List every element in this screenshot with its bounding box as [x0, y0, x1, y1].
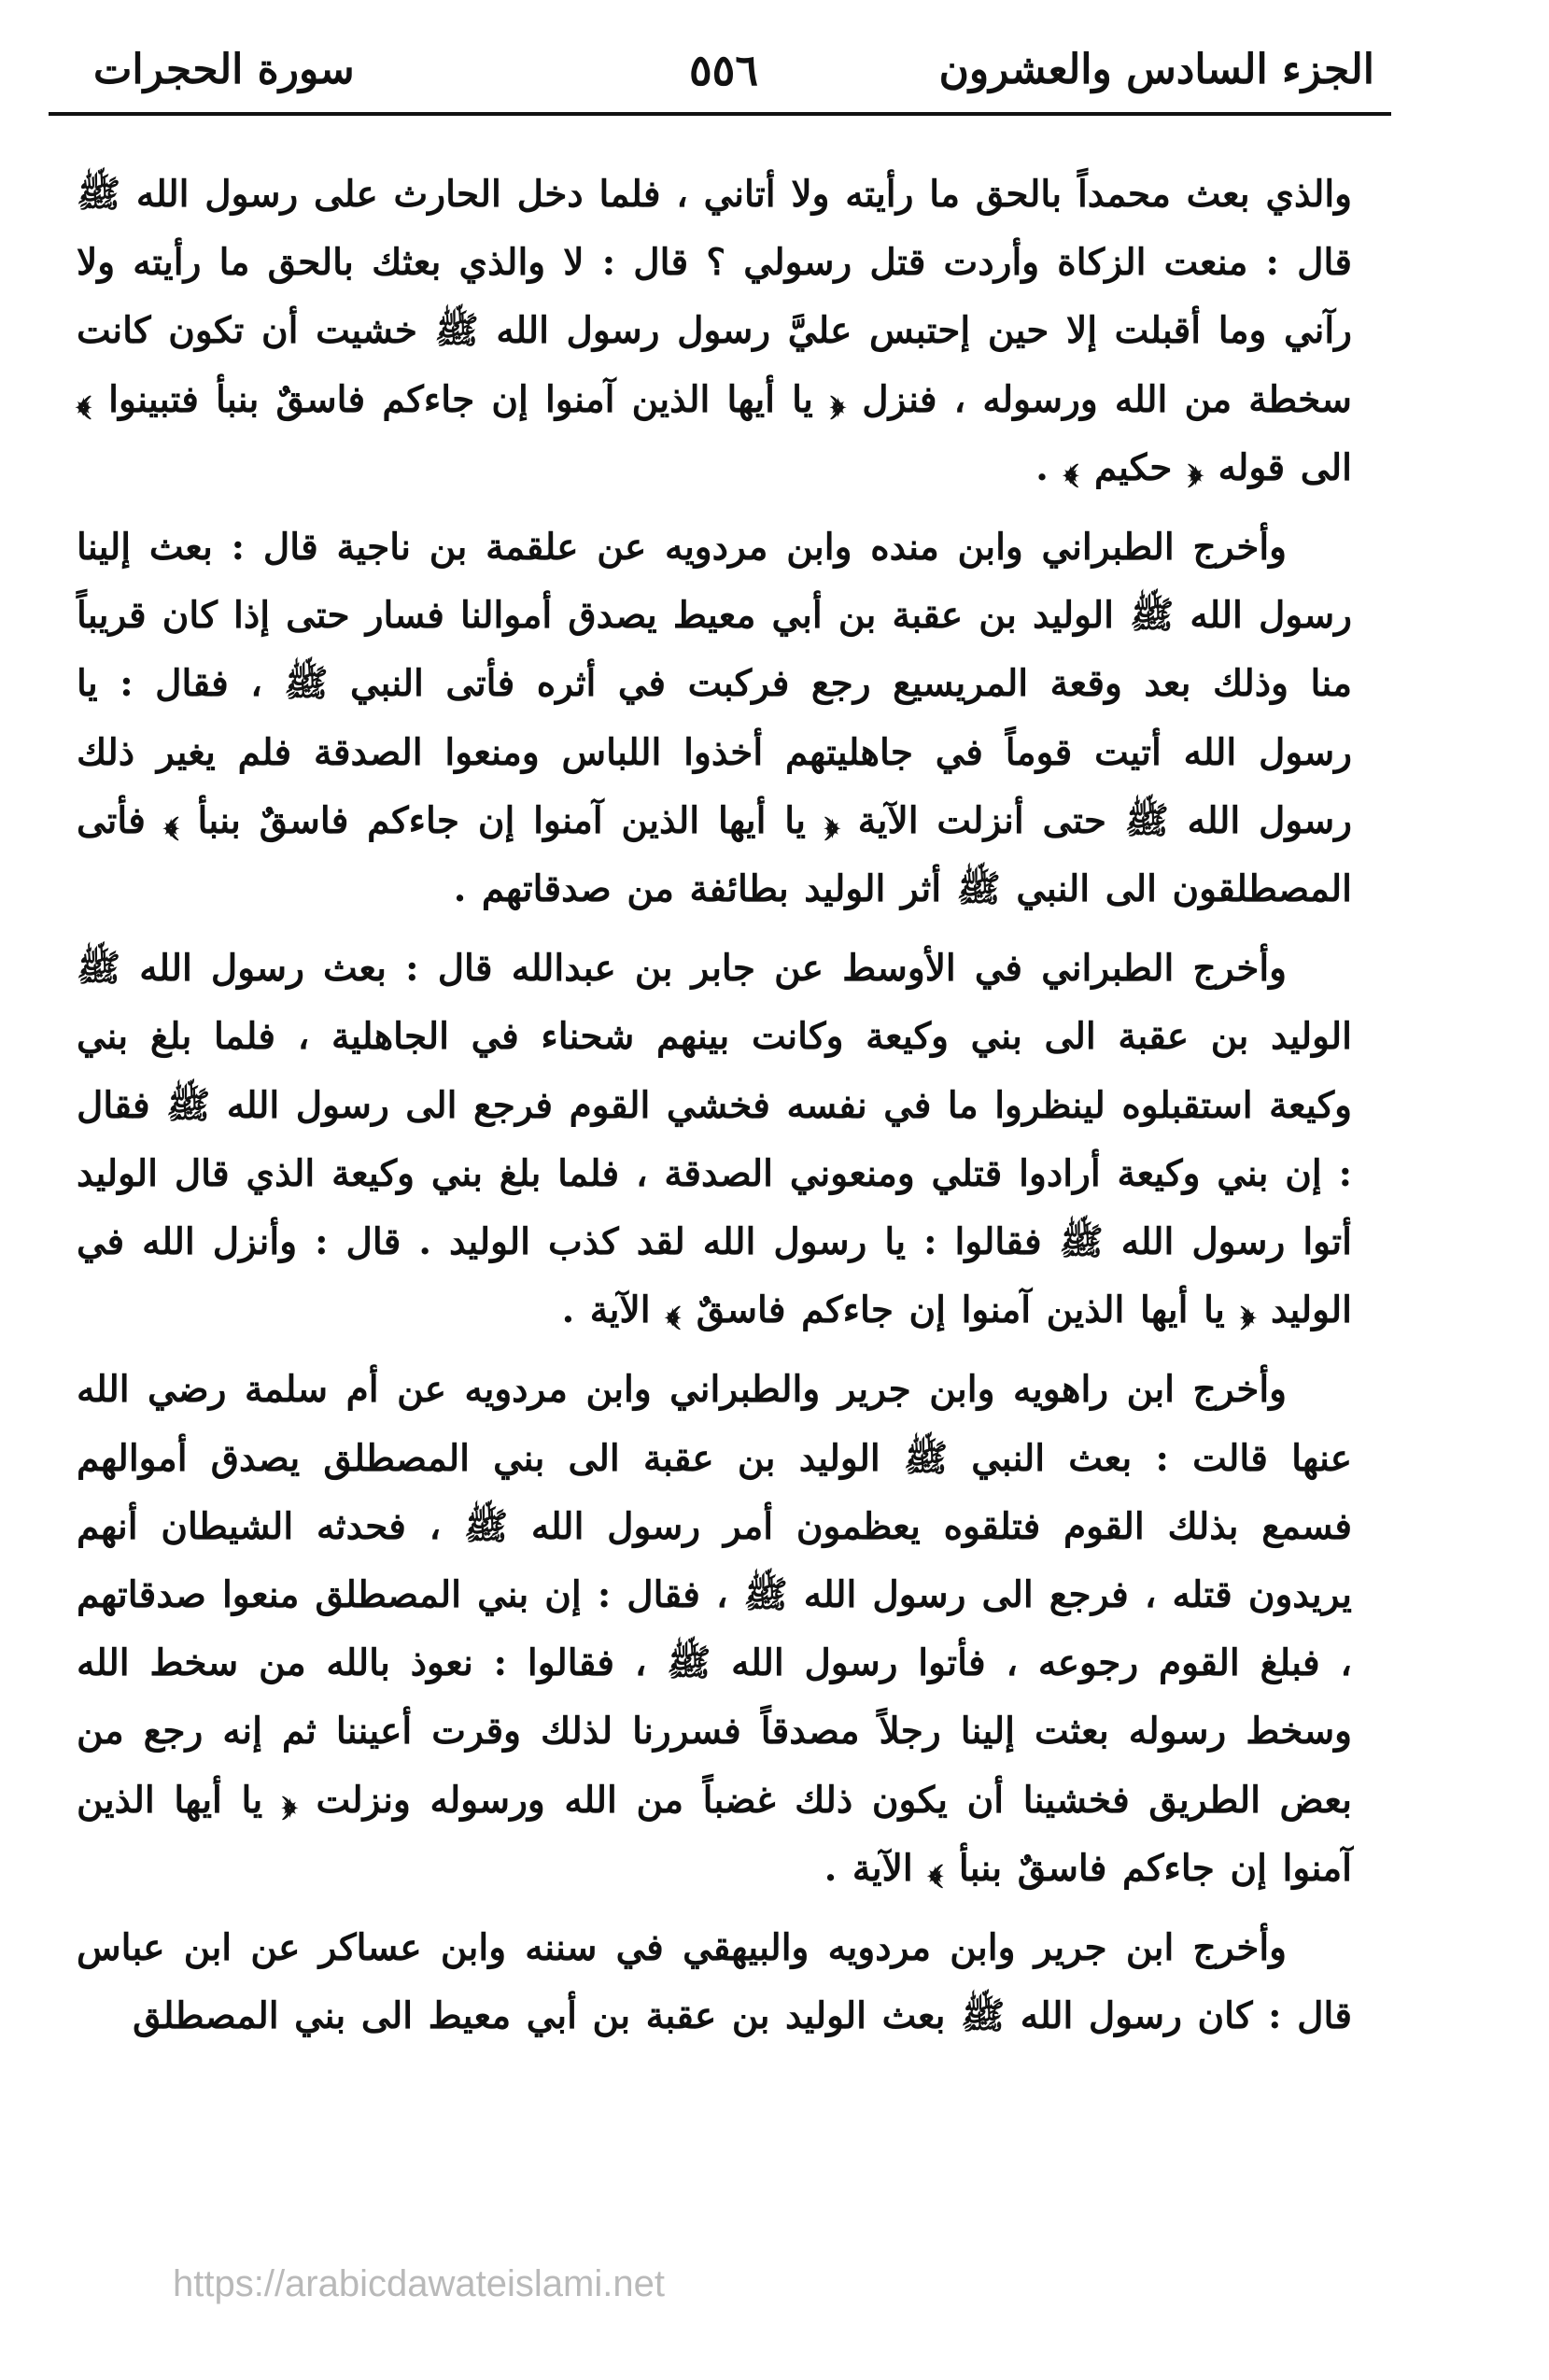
header-rule — [49, 112, 1391, 116]
paragraph: والذي بعث محمداً بالحق ما رأيته ولا أتاني ، فلما دخل الحارث على رسول الله ﷺ قال : منعت الزكاة وأردت قتل رسولي ؟ قال : لا والذي بعثك بالحق ما رأيته ولا رآني وما أقبلت إلا حين إحتبس عليَّ رسول رسول الله ﷺ خشيت أن تكون كانت سخطة من الله ورسوله ، فنزل ﴿ يا أيها الذين آمنوا إن جاءكم فاسقٌ بنبأ فتبينوا ﴾ الى قوله ﴿ حكيم ﴾ . — [77, 173, 1352, 489]
running-header — [65, 37, 1382, 103]
paragraph: وأخرج الطبراني وابن منده وابن مردويه عن علقمة بن ناجية قال : بعث إلينا رسول الله ﷺ الوليد بن عقبة بن أبي معيط يصدق أموالنا فسار حتى إذا كان قريباً منا وذلك بعد وقعة المريسيع رجع فركبت في أثره فأتى النبي ﷺ ، فقال : يا رسول الله أتيت قوماً في جاهليتهم أخذوا اللباس ومنعوا الصدقة فلم يغير ذلك رسول الله ﷺ حتى أنزلت الآية ﴿ يا أيها الذين آمنوا إن جاءكم فاسقٌ بنبأ ﴾ فأتى المصطلقون الى النبي ﷺ أثر الوليد بطائفة من صدقاتهم . — [77, 526, 1352, 911]
surah-title: سورة الحجرات — [93, 46, 355, 93]
watermark-url: https://arabicdawateislami.net — [173, 2263, 665, 2304]
paragraph: وأخرج الطبراني في الأوسط عن جابر بن عبدالله قال : بعث رسول الله ﷺ الوليد بن عقبة الى بني وكيعة وكانت بينهم شحناء في الجاهلية ، فلما بلغ بني وكيعة استقبلوه لينظروا ما في نفسه فخشي القوم فرجع الى رسول الله ﷺ فقال : إن بني وكيعة أرادوا قتلي ومنعوني الصدقة ، فلما بلغ بني وكيعة الذي قال الوليد أتوا رسول الله ﷺ فقالوا : يا رسول الله لقد كذب الوليد . قال : وأنزل الله في الوليد ﴿ يا أيها الذين آمنوا إن جاءكم فاسقٌ ﴾ الآية . — [77, 947, 1352, 1332]
juz-title: الجزء السادس والعشرون — [938, 46, 1374, 93]
page-body — [77, 161, 1352, 2062]
paragraph: وأخرج ابن جرير وابن مردويه والبيهقي في سننه وابن عساكر عن ابن عباس قال : كان رسول الله ﷺ بعث الوليد بن عقبة بن أبي معيط الى بني المصطلق — [77, 1926, 1352, 2038]
page-number: ٥٥٦ — [688, 45, 759, 95]
paragraph: وأخرج ابن راهويه وابن جرير والطبراني وابن مردويه عن أم سلمة رضي الله عنها قالت : بعث النبي ﷺ الوليد بن عقبة الى بني المصطلق يصدق أموالهم فسمع بذلك القوم فتلقوه يعظمون أمر رسول الله ﷺ ، فحدثه الشيطان أنهم يريدون قتله ، فرجع الى رسول الله ﷺ ، فقال : إن بني المصطلق منعوا صدقاتهم ، فبلغ القوم رجوعه ، فأتوا رسول الله ﷺ ، فقالوا : نعوذ بالله من سخط الله وسخط رسوله بعثت إلينا رجلاً مصدقاً فسررنا لذلك وقرت أعيننا ثم إنه رجع من بعض الطريق فخشينا أن يكون ذلك غضباً من الله ورسوله ونزلت ﴿ يا أيها الذين آمنوا إن جاءكم فاسقٌ بنبأ ﴾ الآية . — [77, 1368, 1352, 1890]
